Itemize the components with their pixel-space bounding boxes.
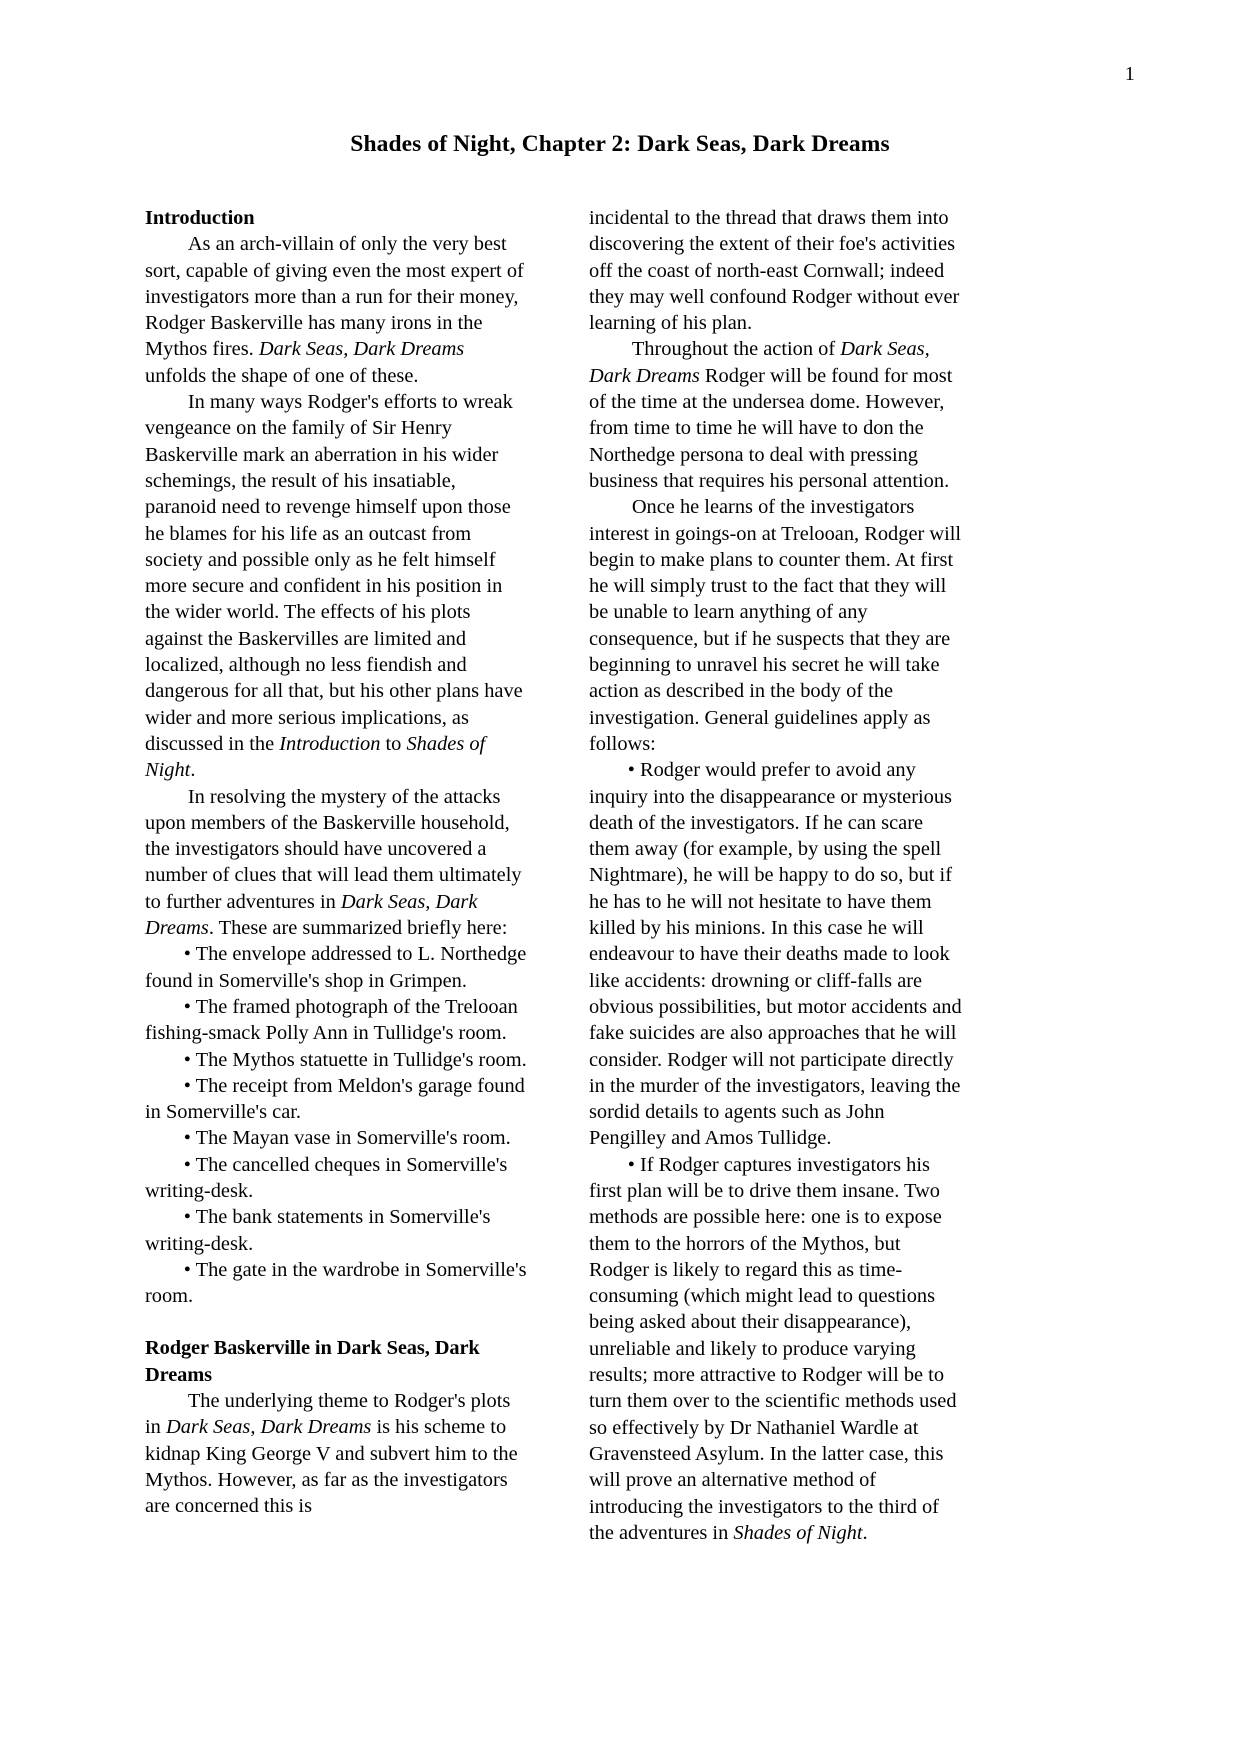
list-item-text: Rodger would prefer to avoid any inquiry into the disappearance or mysterious death of the investigators. If he can scare them away (for example, by using the spell Nightmare), he will be happy to do so, but if he has to he will not hesitate to have them killed by his minions. In this case he will endeavour to have their deaths made to look like accidents: drowning or cliff-falls are obvious possibilities, but motor accidents and fake suicides are also approaches that he will consider. Rodger will not participate directly in the murder of the investigators, leaving the sordid details to agents such as John Pengilley and Amos Tullidge.	[589, 759, 962, 1150]
list-item	[145, 994, 527, 1047]
list-item-text: The bank statements in Somerville's writing-desk.	[145, 1206, 491, 1255]
heading-rodger-baskerville	[145, 1335, 527, 1388]
text-run: Rodger will be found for most of the time at the undersea dome. However, from time to time he will have to don the Northedge persona to deal with pressing business that requires his personal attention.	[589, 364, 953, 492]
left-column	[145, 205, 527, 1546]
list-item-text: The Mayan vase in Somerville's room.	[195, 1127, 511, 1150]
list-item	[145, 1073, 527, 1126]
book-title-italic: Dark Seas, Dark Dreams	[258, 338, 465, 361]
text-run: As an arch-villain of only the very best sort, capable of giving even the most expert of investigators more than a run for their money, Rodger Baskerville has many irons in the Mythos fires.	[145, 233, 524, 361]
bullet-icon: •	[183, 1258, 191, 1281]
bullet-icon: •	[183, 1127, 191, 1150]
paragraph-continued: incidental to the thread that draws them into discovering the extent of their foe's activities off the coast of north-east Cornwall; indeed they may well confound Rodger without ever learning of his plan.	[589, 207, 960, 335]
text-run: The underlying theme to Rodger's plots in	[145, 1390, 511, 1439]
page-title: Shades of Night, Chapter 2: Dark Seas, Dark Dreams	[350, 131, 890, 157]
right-column	[589, 205, 965, 1546]
book-title-italic: Shades of Night	[733, 1521, 863, 1544]
bullet-icon: •	[183, 1206, 191, 1229]
list-item	[145, 1152, 527, 1205]
text-run: In many ways Rodger's efforts to wreak vengeance on the family of Sir Henry Baskerville mark an aberration in his wider schemings, the result of his insatiable, paranoid need to revenge himself upon those he blames for his life as an outcast from society and possible only as he felt himself more secure and confident in his position in the wider world. The effects of his plots against the Baskervilles are limited and localized, although no less fiendish and dangerous for all that, but his other plans have wider and more serious implications, as discussed in the	[145, 391, 523, 755]
text-run: to	[380, 732, 407, 755]
heading-introduction: Introduction	[145, 207, 255, 229]
bullet-icon: •	[183, 1153, 191, 1176]
bullet-icon: •	[183, 1074, 191, 1097]
bullet-icon: •	[183, 1048, 191, 1071]
list-item-text: The receipt from Meldon's garage found in Somerville's car.	[145, 1074, 525, 1124]
list-item	[145, 1204, 527, 1257]
book-title-italic: Dark Seas, Dark Dreams	[165, 1416, 372, 1439]
text-run: .	[862, 1521, 868, 1544]
list-item	[145, 1257, 527, 1310]
list-item-text: The envelope addressed to L. Northedge found in Somerville's shop in Grimpen.	[145, 943, 527, 992]
list-item-text: The cancelled cheques in Somerville's writing-desk.	[145, 1153, 508, 1202]
list-item	[589, 757, 965, 1151]
list-item-text: The Mythos statuette in Tullidge's room.	[195, 1048, 527, 1071]
bullet-icon: •	[183, 995, 191, 1018]
list-item	[145, 941, 527, 994]
book-title-italic: Introduction	[279, 732, 381, 755]
bullet-icon: •	[627, 1153, 635, 1176]
paragraph-rodger-1	[145, 1388, 527, 1519]
list-item-text: The framed photograph of the Trelooan fishing-smack Polly Ann in Tullidge's room.	[145, 995, 518, 1045]
book-title-italic: Dark Seas, Dark Dreams	[589, 338, 930, 387]
list-item	[145, 1125, 527, 1151]
book-title-italic: Shades of Night	[145, 732, 486, 782]
book-title-bold: Dark Seas, Dark Dreams	[145, 1337, 480, 1386]
paragraph-right-3: Once he learns of the investigators interest in goings-on at Trelooan, Rodger will begin to make plans to counter them. At first he will simply trust to the fact that they will be unable to learn anything of any consequence, but if he suspects that they are beginning to unravel his secret he will take action as described in the body of the investigation. General guidelines apply as follows:	[589, 496, 962, 755]
paragraph-right-2	[589, 336, 965, 494]
list-item-text: The gate in the wardrobe in Somerville's room.	[145, 1258, 527, 1308]
bullet-icon: •	[183, 943, 191, 966]
list-item	[145, 1047, 527, 1073]
paragraph-intro-3	[145, 784, 527, 942]
text-run: is his scheme to kidnap King George V and subvert him to the Mythos. However, as far as the investigators are concerned this is	[145, 1416, 518, 1518]
paragraph-intro-1	[145, 231, 527, 389]
paragraph-intro-2	[145, 389, 527, 783]
text-run: .	[190, 759, 196, 782]
text-run: . These are summarized briefly here:	[208, 917, 508, 940]
list-item-text: If Rodger captures investigators his first plan will be to drive them insane. Two methods are possible here: one is to expose them to the horrors of the Mythos, but Rodger is likely to regard this as time-consuming (which might lead to questions being asked about their disappearance), unreliable and likely to produce varying results; more attractive to Rodger will be to turn them over to the scientific methods used so effectively by Dr Nathaniel Wardle at Gravensteed Asylum. In the latter case, this will prove an alternative method of introducing the investigators to the third of the adventures in	[589, 1153, 957, 1544]
text-run: In resolving the mystery of the attacks upon members of the Baskerville household, the investigators should have uncovered a number of clues that will lead them ultimately to further adventures in	[145, 785, 522, 913]
list-item	[589, 1152, 965, 1546]
bullet-icon: •	[627, 759, 635, 782]
book-title-italic: Dark Seas, Dark Dreams	[145, 890, 478, 940]
page-number: 1	[1124, 63, 1135, 85]
two-column-body	[145, 205, 1095, 1546]
text-run: unfolds the shape of one of these.	[145, 364, 419, 387]
text-run: Throughout the action of	[631, 338, 841, 361]
text-run: Rodger Baskerville in	[145, 1337, 337, 1360]
